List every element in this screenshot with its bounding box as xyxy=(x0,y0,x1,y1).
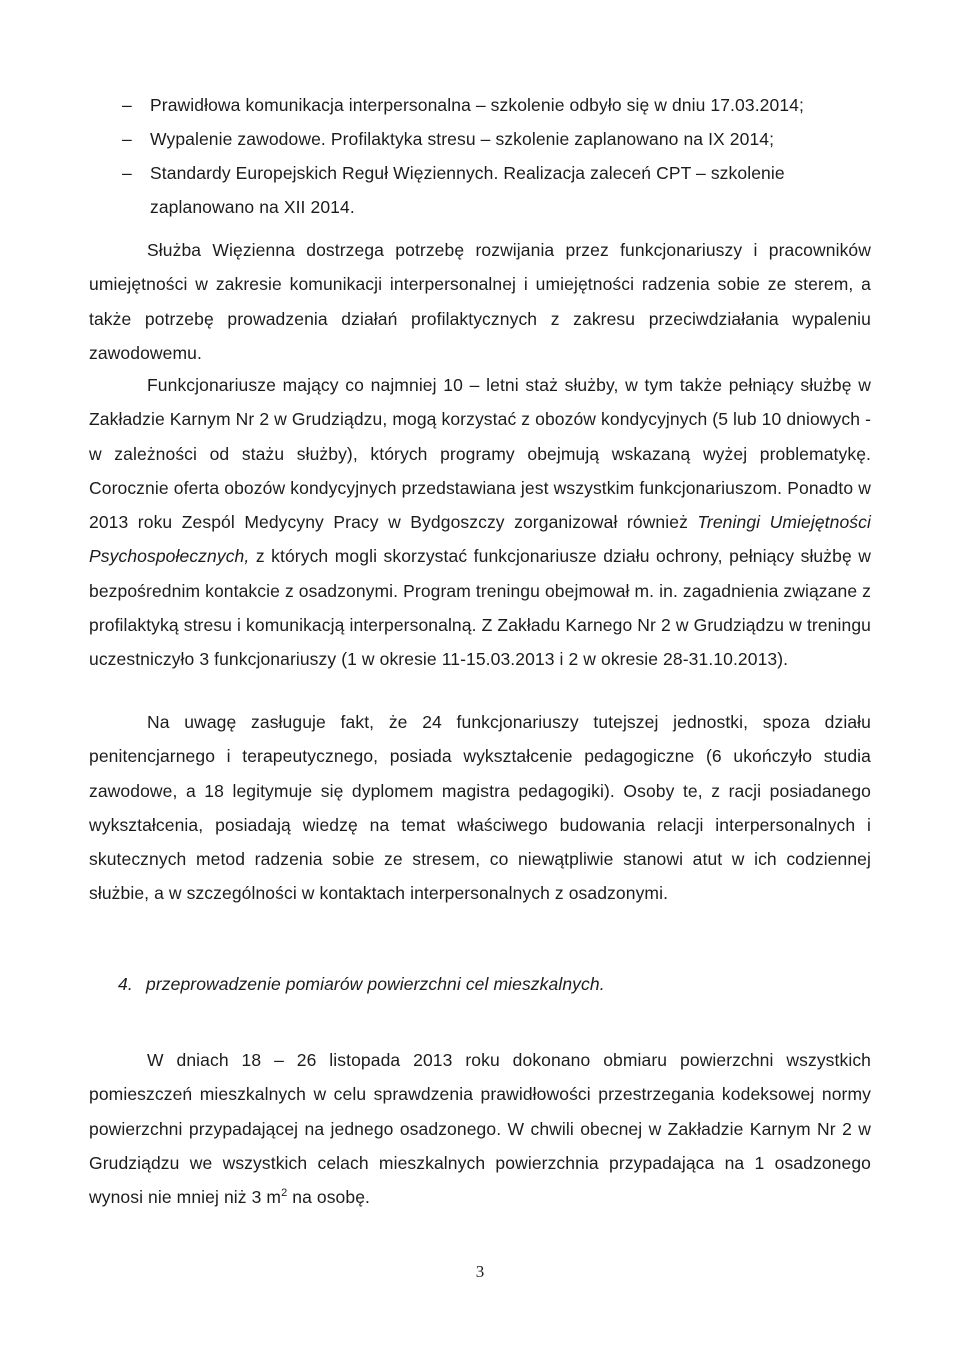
paragraph-text: W dniach 18 – 26 listopada 2013 roku dokonano obmiaru powierzchni wszystkich pomieszczeń mieszkalnych w celu sprawdzenia prawidłowości przestrzegania kodeksowej normy powierzchni przypadającej na jednego osadzonego. W chwili obecnej w Zakładzie Karnym Nr 2 w Grudziądzu we wszystkich celach mieszkalnych powierzchnia przypadająca na 1 osadzonego wynosi nie mniej niż 3 m xyxy=(89,1050,871,1208)
superscript: 2 xyxy=(281,1187,288,1200)
section-title: przeprowadzenie pomiarów powierzchni cel mieszkalnych. xyxy=(146,974,605,994)
paragraph-text: z których mogli skorzystać funkcjonariusze działu ochrony, pełniący służbę w bezpośrednim kontakcie z osadzonymi. Program treningu obejmował m. in. zagadnienia związane z profilaktyką stresu i komunikacją interpersonalną. Z Zakładu Karnego Nr 2 w Grudziądzu w treningu uczestniczyło 3 funkcjonariuszy (1 w okresie 11-15.03.2013 i 2 w okresie 28-31.10.2013). xyxy=(89,546,871,670)
list-dash: – xyxy=(122,129,132,149)
list-item-text: Prawidłowa komunikacja interpersonalna – szkolenie odbyło się w dniu 17.03.2014; xyxy=(150,95,804,115)
section-number: 4. xyxy=(118,974,133,994)
paragraph-fitness-camps xyxy=(89,368,871,677)
training-list xyxy=(0,88,960,224)
paragraph-text: Służba Więzienna dostrzega potrzebę rozwijania przez funkcjonariuszy i pracowników umiejętności w zakresie komunikacji interpersonalnej i umiejętności radzenia sobie ze sterem, a także potrzebę prowadzenia działań profilaktycznych z zakresu przeciwdziałania wypaleniu zawodowemu. xyxy=(89,240,871,363)
list-item xyxy=(0,122,880,156)
paragraph-pedagogical-education xyxy=(89,705,871,911)
list-item-text: Standardy Europejskich Reguł Więziennych. Realizacja zaleceń CPT – szkolenie zaplanowano na XII 2014. xyxy=(150,163,785,217)
paragraph-training-needs xyxy=(89,233,871,370)
training-name: Treningi Umiejętności Psychospołecznych, xyxy=(89,512,871,567)
section-heading xyxy=(118,974,605,995)
list-dash: – xyxy=(122,163,132,183)
paragraph-text: na osobę. xyxy=(287,1187,371,1208)
paragraph-text: Na uwagę zasługuje fakt, że 24 funkcjonariuszy tutejszej jednostki, spoza działu penitencjarnego i terapeutycznego, posiada wykształcenie pedagogiczne (6 ukończyło studia zawodowe, a 18 legitymuje się dyplomem magistra pedagogiki). Osoby te, z racji posiadanego wykształcenia, posiadają wiedzę na temat właściwego budowania relacji interpersonalnych i skutecznych metod radzenia sobie ze stresem, co niewątpliwie stanowi atut w ich codziennej służbie, a w szczególności w kontaktach interpersonalnych z osadzonymi. xyxy=(89,712,871,904)
list-item xyxy=(0,88,880,122)
list-item xyxy=(0,156,880,224)
list-dash: – xyxy=(122,95,132,115)
paragraph-text: Funkcjonariusze mający co najmniej 10 – letni staż służby, w tym także pełniący służbę w Zakładzie Karnym Nr 2 w Grudziądzu, mogą korzystać z obozów kondycyjnych (5 lub 10 dniowych - w zależności od stażu służby), których programy obejmują wskazaną wyżej problematykę. Corocznie oferta obozów kondycyjnych przedstawiana jest wszystkim funkcjonariuszom. Ponadto w 2013 roku Zespól Medycyny Pracy w Bydgoszczy zorganizował również xyxy=(89,375,871,533)
paragraph-cell-measurement xyxy=(89,1043,871,1214)
page-number: 3 xyxy=(475,1262,485,1281)
list-item-text: Wypalenie zawodowe. Profilaktyka stresu – szkolenie zaplanowano na IX 2014; xyxy=(150,129,775,149)
